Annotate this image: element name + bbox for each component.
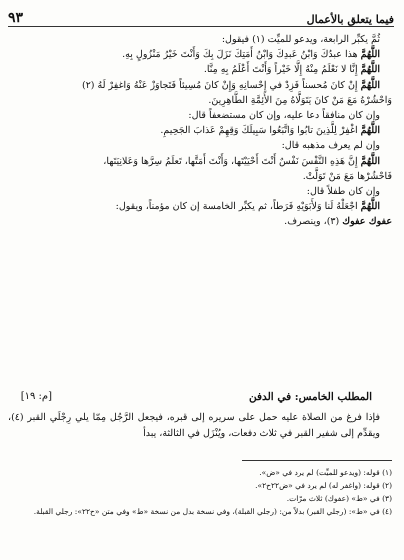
footnote: (٢) قوله: (واغفر له) لم يرد في «ض٢٢ح٢». <box>255 481 392 490</box>
page-header <box>8 6 394 27</box>
text-line: فَاحْشُرْها مَعَ مَنْ تَوَلَّتْ. <box>302 170 392 182</box>
text-span: (٣)، وينصرف. <box>284 216 343 228</box>
invocation: اللَّهُمَّ <box>360 49 380 61</box>
text-line: وإن كان طفلاً قال: <box>306 186 380 198</box>
footnote: (٤) في «ط»: (رجلي القبر) بدلاً من: (رجلي القبلة)، وفي نسخة بدل من نسخة «ط» وفي متن «ح٢٢»: رجلي القبلة. <box>33 507 392 516</box>
section-heading-row <box>8 389 392 405</box>
invocation: اللَّهُمَّ <box>360 201 380 213</box>
running-title: فيما يتعلق بالأعمال <box>306 13 394 26</box>
text-line <box>8 62 392 77</box>
margin-reference: [م: ١٩] <box>20 391 52 402</box>
text-line: ثُمَّ يكبِّر الرابعة، ويدعو للميِّت (١) فيقول: <box>221 34 380 45</box>
text-line <box>8 154 392 169</box>
text-span: إِنَّا لا نَعْلَمُ مِنْهُ إِلَّا خَيْراً وَأَنْتَ أَعْلَمُ بِهِ مِنَّا. <box>203 64 361 76</box>
text-line: وَاحْشُرْهُ مَعَ مَنْ كانَ يَتَوَلَّاهُ مِنَ الأَئِمَّةِ الطَّاهِرِينَ. <box>208 94 392 106</box>
invocation: اللَّهُمَّ <box>360 79 380 91</box>
footnote: (١) قوله: (ويدعو للميِّت) لم يرد في «ض». <box>259 468 392 477</box>
footnote: (٣) في «ط» (عفوك) ثلاث مرّات. <box>286 494 392 503</box>
invocation: عفوك عفوك <box>342 216 392 228</box>
text-span: إِنَّ هَذِهِ النَّفْسَ نَفْسٌ أَنْتَ أَحْيَيْتَها، وَأَنْتَ أَمَتَّها، تَعلَمُ سِرَّها وَعَلانِيَتَها، <box>103 155 361 167</box>
text-line: وإن كان منافقاً دعا عليه، وإن كان مستضعفاً قال: <box>188 110 380 122</box>
footnote-divider <box>242 460 392 461</box>
invocation: اللَّهُمَّ <box>360 125 380 137</box>
text-line <box>8 214 392 229</box>
page-number: ٩٣ <box>8 10 24 26</box>
text-line: وإن لم يعرف مذهبه قال: <box>281 140 380 152</box>
text-line <box>8 78 392 93</box>
section-heading: المطلب الخامس: في الدفن <box>249 391 372 403</box>
section-text <box>8 410 392 442</box>
invocation: اللَّهُمَّ <box>360 155 380 167</box>
text-span: إِنْ كانَ مُحسناً فَزِدْ في إِحْسانِهِ وَإِنْ كانَ مُسِيئاً فَتَجاوَزْ عَنْهُ وَاغفِرْ لَهُ (٢) <box>81 79 361 91</box>
text-span: اغْفِرْ لِلَّذِينَ تابُوا وَاتَّبَعُوا سَبِيلَكَ وَقِهِمْ عَذابَ الجَحِيمِ. <box>160 125 361 137</box>
footnotes <box>8 466 392 518</box>
text-line <box>8 199 392 214</box>
paragraph: فإذا فرغ من الصلاة عليه حمل على سريره إلى قبره، فيجعل الرَّجُل مِمّا يلي رِجْلَي القبر (٤)، ويقدِّم إلى شفير القبر في ثلاث دفعات، ويُنْزَل في الثالثة، يبدأ <box>8 412 380 439</box>
text-line <box>8 123 392 138</box>
invocation: اللَّهُمَّ <box>360 64 380 76</box>
text-span: هذا عبدُكَ وَابْنُ عَبدِكَ وَابْنُ أَمَتِكَ نَزَلَ بِكَ وَأَنْتَ خَيْرُ مَنْزُولٍ بِهِ. <box>122 49 361 61</box>
text-span: اجْعَلْهُ لَنا وَلأَبَوَيْهِ فَرَطاً، ثم يكبِّر الخامسة إن كان مؤمناً، ويقول: <box>115 201 361 213</box>
text-line <box>8 47 392 62</box>
main-text <box>8 32 392 230</box>
